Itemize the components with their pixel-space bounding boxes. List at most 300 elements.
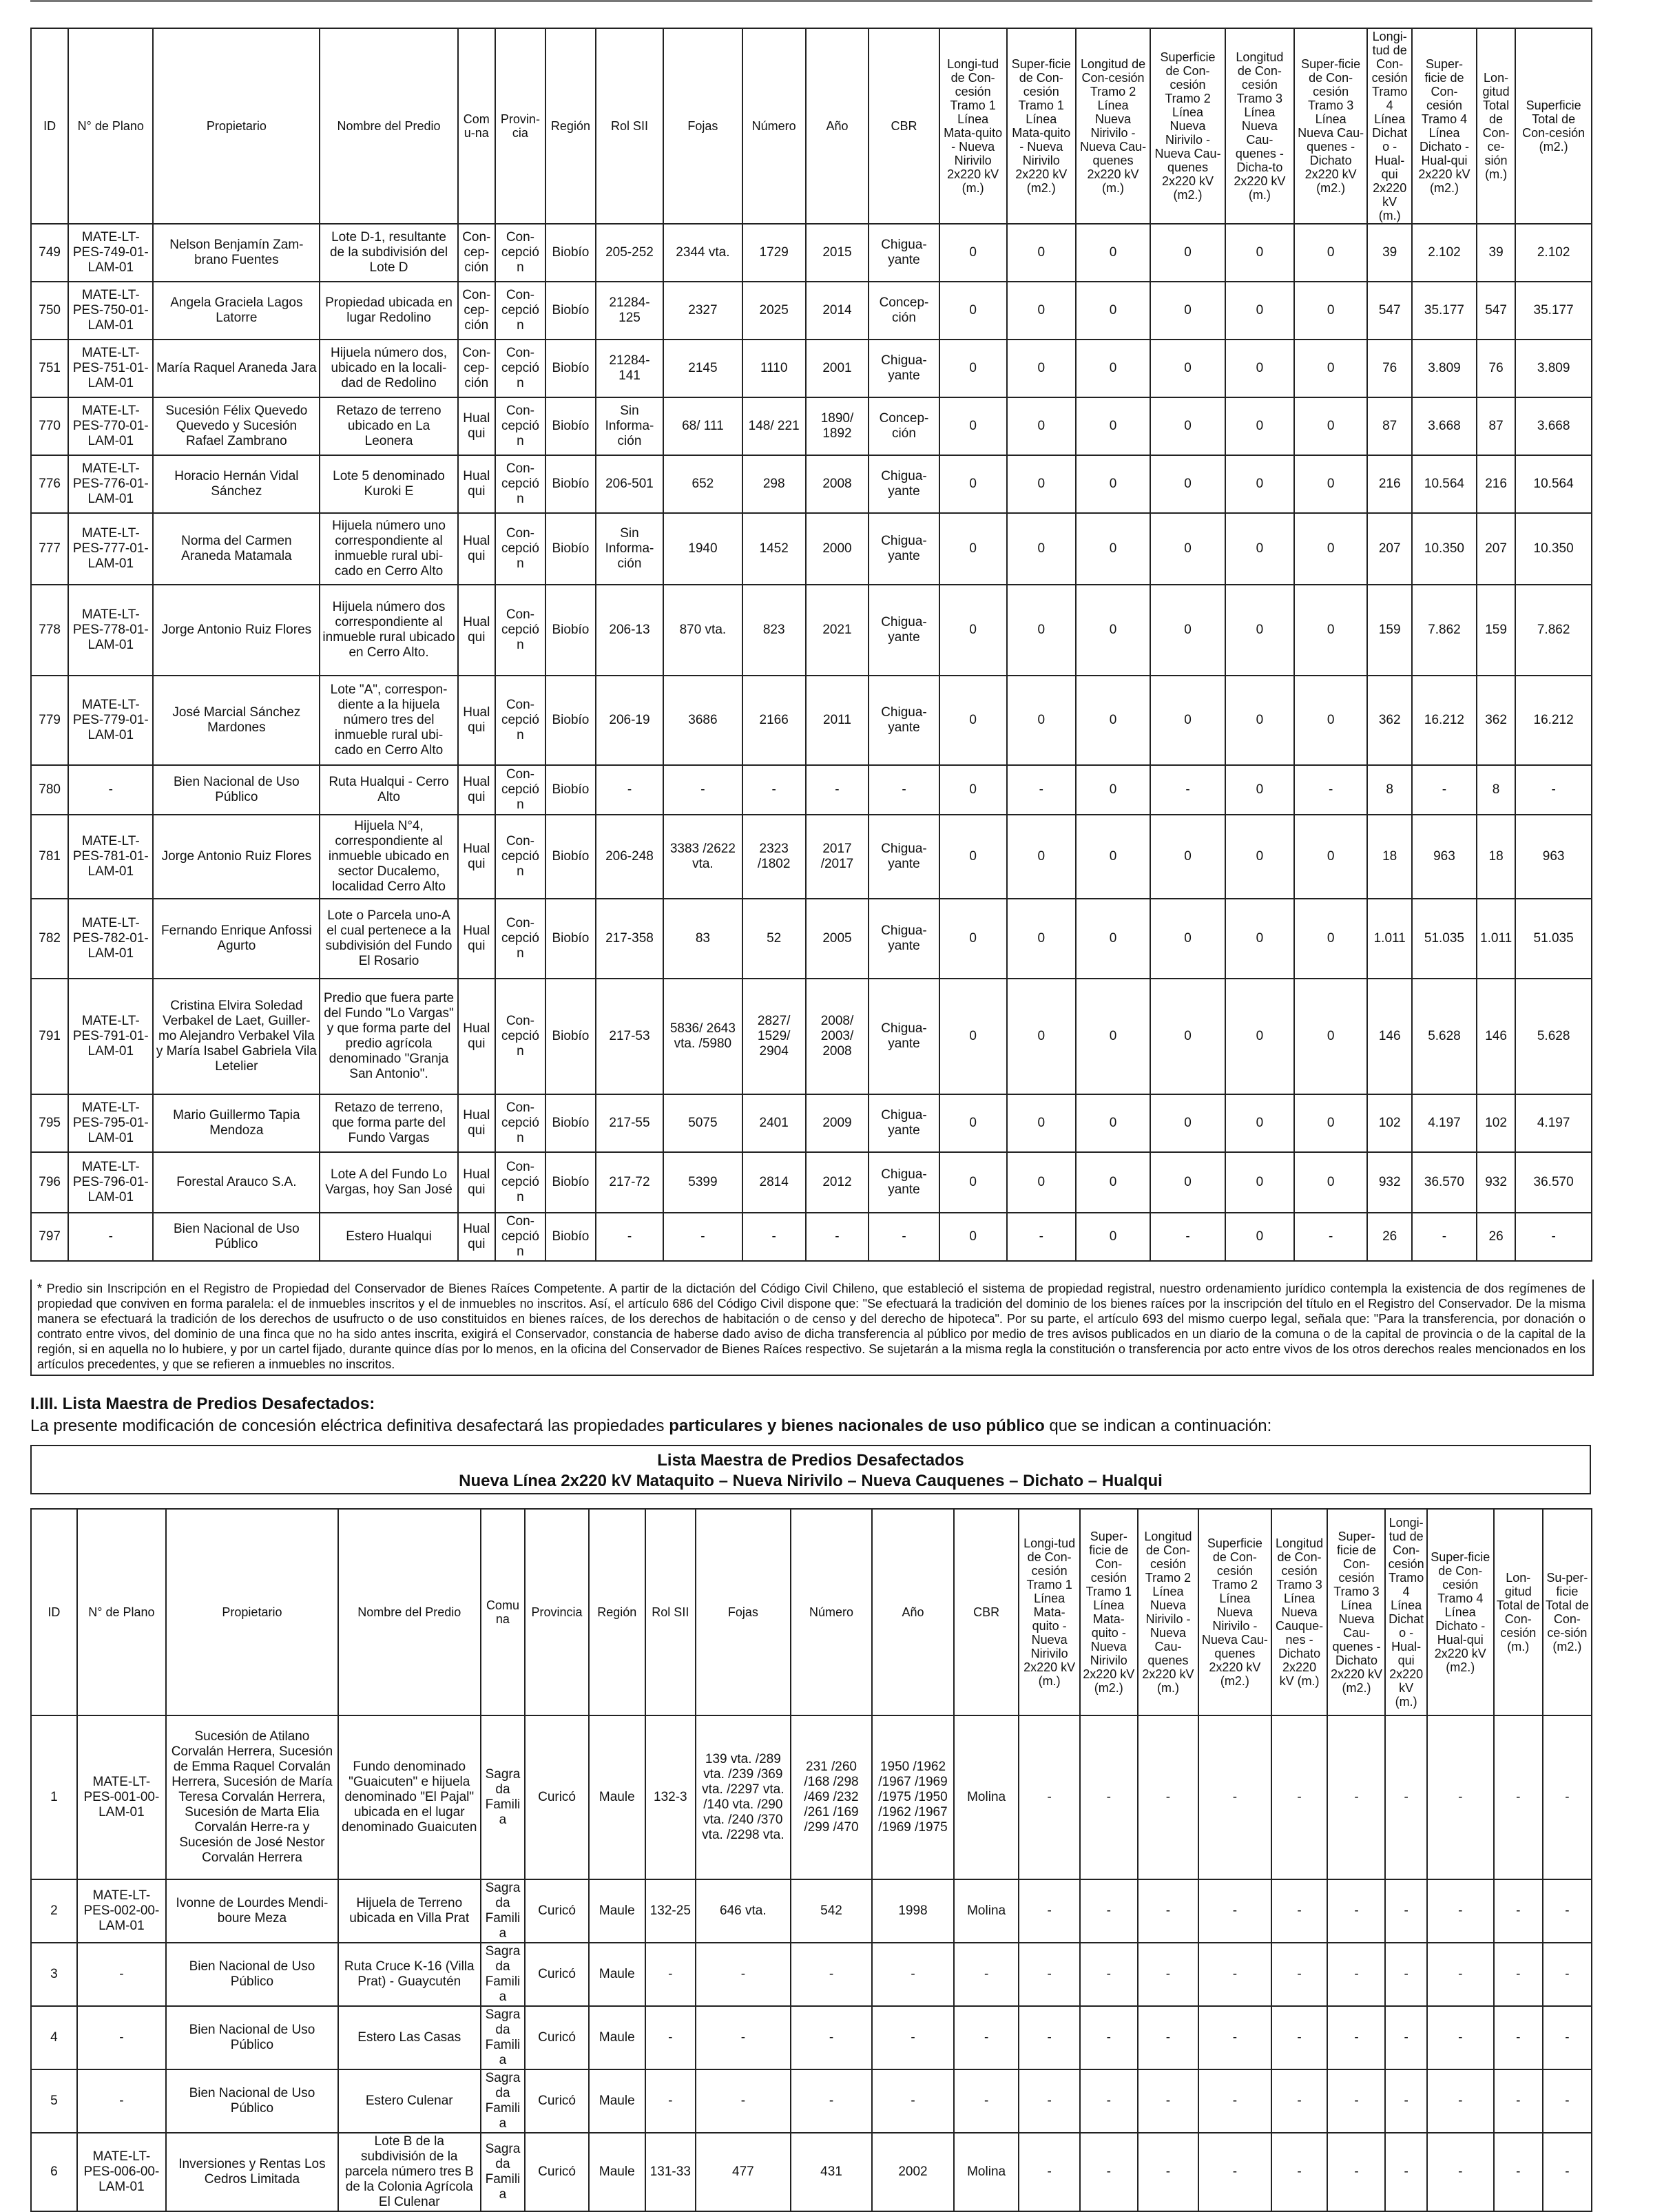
table-cell: 0 (1150, 513, 1225, 585)
table-cell: 2145 (663, 340, 742, 397)
table-cell: 0 (1225, 585, 1294, 676)
table-cell: 0 (1007, 585, 1076, 676)
table-cell: MATE-LT-PES-002-00-LAM-01 (77, 1879, 166, 1943)
table-cell: 0 (1076, 765, 1151, 815)
table-cell: 2166 (742, 676, 806, 765)
table-cell: 1950 /1962 /1967 /1969 /1975 /1950 /1962 /1967 /1969 /1975 (872, 1715, 953, 1879)
table-row (31, 2069, 1592, 2133)
table-cell: 131-33 (645, 2133, 696, 2211)
table-cell: - (1150, 1213, 1225, 1261)
table-cell: 1110 (742, 340, 806, 397)
table-row (31, 397, 1592, 455)
table-cell: 0 (1294, 585, 1367, 676)
table-cell: - (1494, 1715, 1543, 1879)
table-cell: - (1198, 1715, 1271, 1879)
table-cell: Biobío (545, 585, 596, 676)
table-cell: - (1427, 1879, 1494, 1943)
table-cell: - (1019, 1879, 1079, 1943)
table-cell: Cristina Elvira Soledad Verbakel de Laet, Guiller-mo Alejandro Verbakel Vila y María Isabel Gabriela Vila Letelier (153, 979, 320, 1094)
table-cell: Inversiones y Rentas Los Cedros Limitada (166, 2133, 338, 2211)
table-cell: 51.035 (1515, 899, 1592, 979)
table-cell: - (1385, 2133, 1426, 2211)
table-cell: 0 (1150, 455, 1225, 513)
table-cell: Biobío (545, 224, 596, 282)
table-cell: - (1427, 1715, 1494, 1879)
table-cell: 0 (1007, 1094, 1076, 1152)
column-header: Longitud de Con-cesión Tramo 3 Línea Nueva Cau-quenes - Dicha-to 2x220 kV (m.) (1225, 28, 1294, 224)
column-header: ID (31, 28, 68, 224)
table-cell: Hijuela número dos correspondiente al inmueble rural ubicado en Cerro Alto. (320, 585, 457, 676)
table-cell: - (1080, 1715, 1138, 1879)
table-cell: Maule (589, 1943, 645, 2006)
table-cell: Con-cepción (495, 765, 545, 815)
table-cell: Chigua-yante (869, 815, 939, 899)
table-row (31, 1943, 1592, 2006)
table-cell: - (663, 765, 742, 815)
table-cell: 16.212 (1515, 676, 1592, 765)
table-cell: - (806, 765, 869, 815)
table-cell: MATE-LT-PES-006-00-LAM-01 (77, 2133, 166, 2211)
table-cell: 795 (31, 1094, 68, 1152)
column-header: Año (872, 1509, 953, 1715)
table-cell: 0 (1076, 282, 1151, 340)
column-header: Super-ficie de Con-cesión Tramo 3 Línea Nueva Cau-quenes - Dichato 2x220 kV (m2.) (1327, 1509, 1385, 1715)
table-cell: 0 (1150, 397, 1225, 455)
column-header: Número (742, 28, 806, 224)
table-cell: 5 (31, 2069, 77, 2133)
table-cell: - (1543, 1715, 1592, 1879)
table-cell: 0 (1076, 513, 1151, 585)
table-row (31, 455, 1592, 513)
table-cell: Con-cepción (495, 397, 545, 455)
table-cell: Maule (589, 2133, 645, 2211)
table-cell: 0 (1076, 1152, 1151, 1213)
table-cell: 2014 (806, 282, 869, 340)
table-cell: - (1080, 2133, 1138, 2211)
table-cell: - (791, 2069, 872, 2133)
table-cell: Curicó (525, 1879, 589, 1943)
table-cell: Mario Guillermo Tapia Mendoza (153, 1094, 320, 1152)
table-cell: - (1294, 1213, 1367, 1261)
table-cell: - (1138, 2133, 1198, 2211)
table-cell: Sagrada Familia (481, 1715, 526, 1879)
table-cell: Estero Hualqui (320, 1213, 457, 1261)
table-cell: Con-cep-ción (458, 282, 495, 340)
table-cell: 2015 (806, 224, 869, 282)
table-cell: MATE-LT-PES-776-01-LAM-01 (68, 455, 153, 513)
table-cell: - (869, 765, 939, 815)
predios-afectados-table (30, 28, 1592, 1262)
table-cell: 0 (1076, 1094, 1151, 1152)
table-cell: 796 (31, 1152, 68, 1213)
table-cell: 2401 (742, 1094, 806, 1152)
table-cell: 0 (939, 1152, 1007, 1213)
table-cell: 778 (31, 585, 68, 676)
table-cell: 0 (1076, 979, 1151, 1094)
column-header: Longi-tud de Con-cesión Tramo 4 Línea Dichato - Hual-qui 2x220 kV (m.) (1385, 1509, 1426, 1715)
table-cell: - (1385, 1879, 1426, 1943)
table-cell: 2327 (663, 282, 742, 340)
table-cell: Chigua-yante (869, 455, 939, 513)
table-cell: Biobío (545, 513, 596, 585)
table-cell: 0 (1225, 899, 1294, 979)
table-row (31, 224, 1592, 282)
table-cell: Con-cepción (495, 340, 545, 397)
column-header: Super-ficie de Con-cesión Tramo 1 Línea Mata-quito - Nueva Nirivilo 2x220 kV (m2.) (1080, 1509, 1138, 1715)
table-cell: Hualqui (458, 585, 495, 676)
table-cell: 652 (663, 455, 742, 513)
table-cell: Molina (954, 2133, 1019, 2211)
table-cell: 0 (1076, 815, 1151, 899)
table-cell: - (696, 1943, 791, 2006)
table-cell: MATE-LT-PES-781-01-LAM-01 (68, 815, 153, 899)
table-cell: - (1494, 2133, 1543, 2211)
table-cell: - (1327, 2069, 1385, 2133)
table-cell: 750 (31, 282, 68, 340)
table-cell: 542 (791, 1879, 872, 1943)
table-cell: Horacio Hernán Vidal Sánchez (153, 455, 320, 513)
column-header: Longitud de Con-cesión Tramo 2 Línea Nueva Nirivilo - Nueva Cau-quenes 2x220 kV (m.) (1076, 28, 1151, 224)
table-cell: 0 (1150, 1094, 1225, 1152)
table-cell: - (1198, 2133, 1271, 2211)
column-header: ID (31, 1509, 77, 1715)
table-cell: 5.628 (1515, 979, 1592, 1094)
table-cell: 5399 (663, 1152, 742, 1213)
table-cell: 0 (1225, 979, 1294, 1094)
table-cell: - (872, 2069, 953, 2133)
table-cell: 3 (31, 1943, 77, 2006)
table-row (31, 899, 1592, 979)
table-cell: Bien Nacional de Uso Público (166, 2069, 338, 2133)
table-cell: Con-cepción (495, 513, 545, 585)
table-cell: Propiedad ubicada en lugar Redolino (320, 282, 457, 340)
table-cell: Con-cepción (495, 1152, 545, 1213)
table-cell: 1452 (742, 513, 806, 585)
table-cell: 0 (1150, 979, 1225, 1094)
table-cell: - (645, 2006, 696, 2069)
table-cell: 1 (31, 1715, 77, 1879)
table-cell: 0 (939, 282, 1007, 340)
table-cell: 18 (1477, 815, 1515, 899)
table-cell: Hualqui (458, 765, 495, 815)
column-header: Longi-tud de Con-cesión Tramo 1 Línea Mata-quito - Nueva Nirivilo 2x220 kV (m.) (939, 28, 1007, 224)
table-cell: MATE-LT-PES-749-01-LAM-01 (68, 224, 153, 282)
table-cell: - (1271, 1715, 1328, 1879)
table-cell: Biobío (545, 979, 596, 1094)
table-cell: 102 (1477, 1094, 1515, 1152)
table-cell: - (1138, 2006, 1198, 2069)
table-cell: Con-cep-ción (458, 224, 495, 282)
table-cell: 0 (1294, 676, 1367, 765)
table-row (31, 282, 1592, 340)
table-cell: Hualqui (458, 397, 495, 455)
table-cell: 0 (939, 513, 1007, 585)
table-cell: Retazo de terreno, que forma parte del Fundo Vargas (320, 1094, 457, 1152)
table-cell: - (1427, 2069, 1494, 2133)
table-cell: 7.862 (1515, 585, 1592, 676)
table-cell: 2008 (806, 455, 869, 513)
table-cell: Ruta Hualqui - Cerro Alto (320, 765, 457, 815)
table-cell: Hualqui (458, 1152, 495, 1213)
table-cell: - (1494, 1943, 1543, 2006)
table-cell: Hualqui (458, 676, 495, 765)
table-cell: Hualqui (458, 815, 495, 899)
table-cell: MATE-LT-PES-796-01-LAM-01 (68, 1152, 153, 1213)
column-header: Super-ficie de Con-cesión Tramo 1 Línea Mata-quito - Nueva Nirivilo 2x220 kV (m2.) (1007, 28, 1076, 224)
table-cell: 148/ 221 (742, 397, 806, 455)
table-cell: - (954, 2069, 1019, 2133)
table-cell: 2000 (806, 513, 869, 585)
table-cell: Chigua-yante (869, 1094, 939, 1152)
table-cell: Con-cepción (495, 224, 545, 282)
table-cell: Con-cepción (495, 1094, 545, 1152)
table-cell: 206-13 (596, 585, 663, 676)
table-cell: 0 (1294, 899, 1367, 979)
table-cell: Con-cepción (495, 585, 545, 676)
table-cell: 159 (1367, 585, 1412, 676)
table-cell: 0 (1007, 676, 1076, 765)
table-cell: - (1138, 1715, 1198, 1879)
table-cell: - (1494, 2006, 1543, 2069)
column-header: Lon-gitud Total de Con-cesión (m.) (1494, 1509, 1543, 1715)
table-cell: 3.668 (1412, 397, 1477, 455)
table-cell: 779 (31, 676, 68, 765)
table-cell: 146 (1477, 979, 1515, 1094)
table-cell: 2344 vta. (663, 224, 742, 282)
table-cell: 36.570 (1412, 1152, 1477, 1213)
table-cell: Sagrada Familia (481, 1943, 526, 2006)
table-cell: Biobío (545, 676, 596, 765)
table-cell: MATE-LT-PES-770-01-LAM-01 (68, 397, 153, 455)
table-cell: - (1019, 2069, 1079, 2133)
table-row (31, 1152, 1592, 1213)
table-cell: Predio que fuera parte del Fundo "Lo Vargas" y que forma parte del predio agrícola denominado "Granja San Antonio". (320, 979, 457, 1094)
table-cell: 0 (1294, 455, 1367, 513)
table-cell: - (1198, 1879, 1271, 1943)
column-header: CBR (869, 28, 939, 224)
table-cell: - (1412, 765, 1477, 815)
table-cell: 6 (31, 2133, 77, 2211)
table-cell: Chigua-yante (869, 585, 939, 676)
table-cell: 0 (1294, 815, 1367, 899)
column-header: Rol SII (596, 28, 663, 224)
table-cell: 0 (1294, 224, 1367, 282)
table-cell: 2827/ 1529/ 2904 (742, 979, 806, 1094)
table-cell: 2001 (806, 340, 869, 397)
table-cell: 0 (939, 1213, 1007, 1261)
table-cell: José Marcial Sánchez Mardones (153, 676, 320, 765)
table-cell: - (696, 2006, 791, 2069)
table-cell: 0 (1294, 1152, 1367, 1213)
table-cell: 3.809 (1412, 340, 1477, 397)
table-cell: - (1150, 765, 1225, 815)
table-cell: - (1543, 2006, 1592, 2069)
table-cell: Sucesión Félix Quevedo Quevedo y Sucesión Rafael Zambrano (153, 397, 320, 455)
section-description: La presente modificación de concesión eléctrica definitiva desafectará las propiedades particulares y bienes nacionales de uso público que se indican a continuación: (30, 1417, 1272, 1435)
table-cell: - (1294, 765, 1367, 815)
table-cell: - (1019, 2133, 1079, 2211)
table-cell: MATE-LT-PES-779-01-LAM-01 (68, 676, 153, 765)
table-cell: 0 (1076, 1213, 1151, 1261)
table-cell: Norma del Carmen Araneda Matamala (153, 513, 320, 585)
table-cell: Lote 5 denominado Kuroki E (320, 455, 457, 513)
table-cell: - (1427, 2006, 1494, 2069)
table-cell: Nelson Benjamín Zam-brano Fuentes (153, 224, 320, 282)
column-header: Provin-cia (495, 28, 545, 224)
table-cell: - (1543, 2069, 1592, 2133)
table-cell: 4.197 (1412, 1094, 1477, 1152)
table-cell: Biobío (545, 340, 596, 397)
table-cell: Ivonne de Lourdes Mendi-boure Meza (166, 1879, 338, 1943)
table-cell: MATE-LT-PES-778-01-LAM-01 (68, 585, 153, 676)
table-cell: 39 (1367, 224, 1412, 282)
table-cell: 1729 (742, 224, 806, 282)
table-cell: 2002 (872, 2133, 953, 2211)
table-cell: 146 (1367, 979, 1412, 1094)
table-cell: 231 /260 /168 /298 /469 /232 /261 /169 /299 /470 (791, 1715, 872, 1879)
table-cell: Jorge Antonio Ruiz Flores (153, 815, 320, 899)
table-cell: - (1385, 2006, 1426, 2069)
table-cell: - (1385, 2069, 1426, 2133)
table-cell: 547 (1477, 282, 1515, 340)
table-cell: 76 (1477, 340, 1515, 397)
table-cell: 0 (1225, 282, 1294, 340)
table-cell: 1.011 (1367, 899, 1412, 979)
table-cell: Sagrada Familia (481, 1879, 526, 1943)
table-cell: 0 (1225, 1152, 1294, 1213)
table-cell: 8 (1477, 765, 1515, 815)
table-cell: - (1327, 1715, 1385, 1879)
table-cell: 298 (742, 455, 806, 513)
table-cell: - (742, 765, 806, 815)
table-cell: 1998 (872, 1879, 953, 1943)
table-cell: 0 (1225, 815, 1294, 899)
list-title: Lista Maestra de Predios Desafectados (657, 1451, 964, 1470)
column-header: Comuna (481, 1509, 526, 1715)
table-cell: - (1198, 2069, 1271, 2133)
table-cell: Hualqui (458, 455, 495, 513)
table-cell: 4.197 (1515, 1094, 1592, 1152)
table-cell: 0 (1076, 340, 1151, 397)
table-cell: 0 (1150, 340, 1225, 397)
table-cell: 0 (1076, 676, 1151, 765)
table-cell: 1.011 (1477, 899, 1515, 979)
table-cell: 10.350 (1412, 513, 1477, 585)
table-cell: 2.102 (1412, 224, 1477, 282)
table-cell: Retazo de terreno ubicado en La Leonera (320, 397, 457, 455)
table-cell: Con-cepción (495, 815, 545, 899)
list-subtitle: Nueva Línea 2x220 kV Mataquito – Nueva Nirivilo – Nueva Cauquenes – Dichato – Hualqui (459, 1472, 1163, 1490)
table-cell: 0 (1225, 513, 1294, 585)
table-cell: 8 (1367, 765, 1412, 815)
table-row (31, 340, 1592, 397)
table-cell: 5836/ 2643 vta. /5980 (663, 979, 742, 1094)
table-cell: 749 (31, 224, 68, 282)
table-cell: Lote A del Fundo Lo Vargas, hoy San José (320, 1152, 457, 1213)
table-cell: - (1515, 765, 1592, 815)
table-cell: 0 (1150, 585, 1225, 676)
table-cell: 0 (1150, 815, 1225, 899)
table-cell: 0 (939, 224, 1007, 282)
table-cell: Curicó (525, 1943, 589, 2006)
table-cell: Chigua-yante (869, 899, 939, 979)
table-cell: 1890/ 1892 (806, 397, 869, 455)
column-header: Longitud de Con-cesión Tramo 3 Línea Nueva Cauque-nes - Dichato 2x220 kV (m.) (1271, 1509, 1328, 1715)
table-cell: 87 (1367, 397, 1412, 455)
table-cell: Biobío (545, 899, 596, 979)
table-cell: 4 (31, 2006, 77, 2069)
table-cell: - (1327, 1879, 1385, 1943)
section-heading: I.III. Lista Maestra de Predios Desafectados: (30, 1395, 375, 1413)
table-cell: Molina (954, 1715, 1019, 1879)
column-header: Propietario (166, 1509, 338, 1715)
table-cell: 932 (1367, 1152, 1412, 1213)
table-cell: 159 (1477, 585, 1515, 676)
table-cell: Lote o Parcela uno-A el cual pertenece a la subdivisión del Fundo El Rosario (320, 899, 457, 979)
table-cell: - (77, 1943, 166, 2006)
table-cell: Maule (589, 1715, 645, 1879)
table-cell: MATE-LT-PES-001-00-LAM-01 (77, 1715, 166, 1879)
table-cell: 83 (663, 899, 742, 979)
table-cell: Biobío (545, 282, 596, 340)
table-cell: - (872, 2006, 953, 2069)
column-header: N° de Plano (77, 1509, 166, 1715)
column-header: Provincia (525, 1509, 589, 1715)
table-cell: Chigua-yante (869, 1152, 939, 1213)
table-cell: 0 (1294, 340, 1367, 397)
table-cell: Angela Graciela Lagos Latorre (153, 282, 320, 340)
column-header: Super-ficie de Con-cesión Tramo 4 Línea Dichato - Hual-qui 2x220 kV (m2.) (1412, 28, 1477, 224)
table-cell: 0 (1225, 224, 1294, 282)
table-cell: 2011 (806, 676, 869, 765)
table-cell: 0 (939, 455, 1007, 513)
column-header: Longi-tud de Con-cesión Tramo 1 Línea Mata-quito - Nueva Nirivilo 2x220 kV (m.) (1019, 1509, 1079, 1715)
table-cell: 0 (939, 340, 1007, 397)
table-cell: 2.102 (1515, 224, 1592, 282)
table-cell: 26 (1367, 1213, 1412, 1261)
table-cell: 205-252 (596, 224, 663, 282)
table-cell: 362 (1477, 676, 1515, 765)
table-cell: 3.668 (1515, 397, 1592, 455)
table-cell: 431 (791, 2133, 872, 2211)
table-cell: Fernando Enrique Anfossi Agurto (153, 899, 320, 979)
table-cell: - (1198, 2006, 1271, 2069)
table-cell: - (869, 1213, 939, 1261)
table-cell: 207 (1477, 513, 1515, 585)
list-title-box (30, 1445, 1591, 1494)
table-cell: - (1494, 2069, 1543, 2133)
table-cell: Con-cepción (495, 455, 545, 513)
table-cell: Fundo denominado "Guaicuten" e hijuela denominado "El Pajal" ubicada en el lugar denominado Guaicuten (338, 1715, 481, 1879)
column-header: Comu-na (458, 28, 495, 224)
predios-desafectados-table (30, 1508, 1592, 2212)
table-cell: Chigua-yante (869, 513, 939, 585)
table-cell: - (872, 1943, 953, 2006)
table-cell: 0 (1150, 282, 1225, 340)
table-cell: 2005 (806, 899, 869, 979)
table-cell: 0 (1007, 1152, 1076, 1213)
table-cell: Lote D-1, resultante de la subdivisión del Lote D (320, 224, 457, 282)
column-header: Superficie Total de Con-cesión (m2.) (1515, 28, 1592, 224)
table-cell: 781 (31, 815, 68, 899)
table-cell: Bien Nacional de Uso Público (153, 765, 320, 815)
table-cell: 2025 (742, 282, 806, 340)
column-header: Región (589, 1509, 645, 1715)
legal-footnote: * Predio sin Inscripción en el Registro de Propiedad del Conservador de Bienes Raíces Competente. A partir de la dictación del Código Civil Chileno, que estableció el sistema de propiedad registral, nuestro ordenamiento jurídico contempla la existencia de dos regímenes de propiedad que conviven en forma paralela: el de inmuebles inscritos y el de inmuebles no inscritos. Así, el artículo 686 del Código Civil dispone que: "Se efectuará la tradición del dominio de los bienes raíces por la inscripción del título en el Registro del Conservador. De la misma manera se efectuará la tradición de los derechos de usufructo o de uso constituidos en bienes raíces, de los derechos de habitación o de censo y del derecho de hipoteca". Por su parte, el artículo 693 del mismo cuerpo legal, señala que: "Para la transferencia, por donación o contrato entre vivos, del dominio de una finca que no ha sido antes inscrita, exigirá el Conservador, constancia de haberse dado aviso de dicha transferencia al público por medio de tres avisos publicados en un diario de la comuna o de la capital de provincia o de la capital de la región, si en aquella no lo hubiere, y por un cartel fijado, durante quince días por lo menos, en la oficina del Conservador de Bienes Raíces respectivo. Se sujetarán a la misma regla la constitución o transferencia por acto entre vivos de los otros derechos reales mencionados en los artículos precedentes, y que se refieren a inmuebles no inscritos. (30, 1280, 1594, 1376)
table-cell: Biobío (545, 455, 596, 513)
table-cell: 0 (1076, 397, 1151, 455)
table-cell: 870 vta. (663, 585, 742, 676)
